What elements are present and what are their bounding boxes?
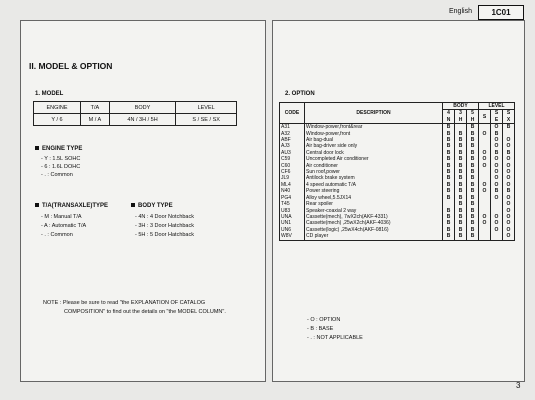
option-description: Window-power,front [305, 131, 443, 137]
variant-subheader [443, 110, 455, 124]
option-mark: B [443, 227, 455, 233]
option-mark: B [467, 214, 479, 220]
option-mark: B [455, 150, 467, 156]
option-code: ABF [280, 137, 305, 143]
bullet-icon [35, 146, 39, 150]
option-mark: B [455, 214, 467, 220]
option-code: U83 [280, 208, 305, 214]
option-description: Sun roof,power [305, 169, 443, 175]
option-code: T45 [280, 201, 305, 207]
option-mark: B [455, 188, 467, 194]
option-row [280, 124, 515, 131]
option-mark: B [443, 208, 455, 214]
engine-type-title: ENGINE TYPE [35, 146, 82, 152]
bullet-icon [35, 203, 39, 207]
option-mark: O [491, 195, 503, 201]
option-mark: B [455, 137, 467, 143]
option-code: C59 [280, 156, 305, 162]
note-line-1: NOTE : Please be sure to read "the EXPLANATION OF CATALOG [43, 300, 206, 306]
option-mark: B [443, 182, 455, 188]
body-type-title: BODY TYPE [131, 203, 173, 209]
option-description: Air bag-dual [305, 137, 443, 143]
variant-subheader [479, 110, 491, 124]
option-mark: O [479, 150, 491, 156]
option-mark: O [503, 137, 515, 143]
option-mark: O [503, 227, 515, 233]
model-header-cell: LEVEL [176, 102, 237, 114]
option-mark: B [467, 227, 479, 233]
engine-type-item: - Y : 1.5L SOHC [41, 156, 81, 162]
option-mark: B [503, 124, 515, 131]
option-mark [455, 124, 467, 131]
variant-subheader [455, 110, 467, 124]
option-mark: B [455, 169, 467, 175]
body-type-item: - 3H : 3 Door Hatchback [135, 223, 194, 229]
option-mark: O [503, 182, 515, 188]
option-mark: B [443, 150, 455, 156]
legend-option: - O : OPTION [307, 317, 341, 323]
option-mark: O [491, 163, 503, 169]
option-code: PG4 [280, 195, 305, 201]
option-mark: B [443, 143, 455, 149]
option-description: Speaker-coaxial 2 way [305, 208, 443, 214]
option-mark [479, 233, 491, 240]
option-mark: B [443, 156, 455, 162]
option-mark: B [467, 124, 479, 131]
option-mark: O [491, 169, 503, 175]
option-mark: B [443, 131, 455, 137]
option-mark: B [467, 201, 479, 207]
ta-type-item: - M : Manual T/A [41, 214, 82, 220]
legend-not-applicable: - . : NOT APPLICABLE [307, 335, 363, 341]
option-mark: O [479, 214, 491, 220]
variant-subheader-top: S [482, 113, 487, 120]
option-mark: B [443, 195, 455, 201]
option-code: C60 [280, 163, 305, 169]
variant-subheader-bottom: X [506, 116, 511, 123]
option-mark: B [443, 220, 455, 226]
model-header-cell: ENGINE [34, 102, 81, 114]
option-panel [272, 20, 525, 382]
body-type-item: - 5H : 5 Door Hatchback [135, 232, 194, 238]
option-description: Rear spoiler [305, 201, 443, 207]
option-header-row [280, 103, 515, 110]
option-mark: B [467, 131, 479, 137]
option-description: Cassette(mech), 7wX2ch(AKF-4331) [305, 214, 443, 220]
option-mark: B [443, 214, 455, 220]
option-mark: B [443, 188, 455, 194]
option-mark: B [491, 188, 503, 194]
variant-subheader-top: S [494, 110, 499, 117]
option-code: UN1 [280, 220, 305, 226]
option-code: ML4 [280, 182, 305, 188]
ta-type-title: T/A(TRANSAXLE)TYPE [35, 203, 108, 209]
option-code: A31 [280, 124, 305, 131]
option-heading: 2. OPTION [285, 91, 315, 97]
model-panel [20, 20, 266, 382]
page-number: 3 [516, 381, 521, 390]
option-mark: B [467, 143, 479, 149]
variant-subheader-top: 3 [459, 110, 462, 117]
model-table-value-row [34, 114, 237, 126]
variant-subheader [467, 110, 479, 124]
model-value-cell: Y / 6 [34, 114, 81, 126]
option-description: Cassette(logic) ,25wX4ch(AKF-0816) [305, 227, 443, 233]
option-row [280, 233, 515, 240]
option-mark [491, 233, 503, 240]
option-mark: B [467, 195, 479, 201]
option-mark: O [491, 214, 503, 220]
option-description: 4 speed automatic T/A [305, 182, 443, 188]
option-mark: B [467, 137, 479, 143]
option-mark: B [455, 156, 467, 162]
variant-subheader-top: 5 [471, 110, 474, 117]
option-code: AU3 [280, 150, 305, 156]
option-mark: B [467, 150, 479, 156]
model-value-cell: M / A [81, 114, 110, 126]
option-mark: B [455, 175, 467, 181]
option-mark: O [503, 208, 515, 214]
option-mark: B [467, 233, 479, 240]
option-mark: B [455, 220, 467, 226]
option-mark: O [479, 156, 491, 162]
option-code: UN6 [280, 227, 305, 233]
option-description: Uncompleted Air conditioner [305, 156, 443, 162]
option-mark: B [467, 182, 479, 188]
option-mark: O [503, 233, 515, 240]
option-mark: B [443, 233, 455, 240]
option-mark: B [455, 182, 467, 188]
option-mark: O [491, 182, 503, 188]
level-group-header: LEVEL [479, 103, 515, 110]
variant-subheader-bottom: H [470, 116, 475, 123]
engine-type-item: - . : Common [41, 172, 73, 178]
option-description: Cassette(mech) ,25wX2ch(AKF-4036) [305, 220, 443, 226]
option-mark: O [491, 143, 503, 149]
option-mark: B [491, 150, 503, 156]
option-table [279, 102, 515, 241]
option-description: Antilock brake system [305, 175, 443, 181]
option-description: CD player [305, 233, 443, 240]
engine-type-item: - 6 : 1.6L DOHC [41, 164, 81, 170]
option-mark: O [503, 175, 515, 181]
variant-subheader [491, 110, 503, 124]
model-table-header-row [34, 102, 237, 114]
option-mark: B [467, 220, 479, 226]
model-value-cell: 4N / 3H / 5H [109, 114, 176, 126]
option-mark: O [503, 220, 515, 226]
option-mark [479, 124, 491, 131]
option-mark: O [491, 227, 503, 233]
variant-subheader-top: 4 [447, 110, 450, 117]
option-mark: B [467, 163, 479, 169]
option-code: CF6 [280, 169, 305, 175]
option-mark: O [503, 195, 515, 201]
option-mark: B [455, 208, 467, 214]
option-mark: B [455, 195, 467, 201]
option-mark: B [467, 169, 479, 175]
variant-subheader-top: S [506, 110, 511, 117]
option-mark: O [479, 163, 491, 169]
body-group-header: BODY [443, 103, 479, 110]
option-code: UNA [280, 214, 305, 220]
ta-type-item: - . : Common [41, 232, 73, 238]
model-value-cell: S / SE / SX [176, 114, 237, 126]
option-mark: O [503, 201, 515, 207]
option-mark: O [503, 163, 515, 169]
option-mark: O [491, 220, 503, 226]
option-code: W8V [280, 233, 305, 240]
option-code: JL9 [280, 175, 305, 181]
ta-type-item: - A : Automatic T/A [41, 223, 87, 229]
option-description: Air bag-driver side only [305, 143, 443, 149]
option-mark: O [479, 188, 491, 194]
model-table [33, 101, 237, 126]
option-mark: B [443, 169, 455, 175]
option-mark: O [491, 137, 503, 143]
option-code: N40 [280, 188, 305, 194]
option-mark: B [467, 156, 479, 162]
language-label: English [449, 8, 472, 15]
variant-subheader-bottom: N [446, 116, 451, 123]
option-mark: B [455, 201, 467, 207]
option-mark: B [467, 188, 479, 194]
option-mark: O [503, 169, 515, 175]
option-mark: O [479, 131, 491, 137]
option-mark: B [455, 163, 467, 169]
option-mark: B [455, 233, 467, 240]
option-mark: B [503, 150, 515, 156]
option-mark: B [503, 188, 515, 194]
option-mark: O [503, 143, 515, 149]
section-title: II. MODEL & OPTION [29, 61, 113, 71]
option-mark: B [443, 175, 455, 181]
option-description: Alloy wheel,5.5JX14 [305, 195, 443, 201]
option-mark: B [467, 175, 479, 181]
option-description: Window-power,front&rear [305, 124, 443, 131]
note-line-2: COMPOSITION" to find out the details on "the MODEL COLUMN". [64, 309, 226, 315]
option-mark: O [479, 220, 491, 226]
option-description: Power steering [305, 188, 443, 194]
catalog-code-box: 1C01 [478, 5, 524, 20]
option-mark: O [503, 214, 515, 220]
option-mark: B [443, 163, 455, 169]
option-code: A32 [280, 131, 305, 137]
code-header: CODE [280, 103, 305, 124]
option-description: Air conditioner [305, 163, 443, 169]
option-mark: B [443, 124, 455, 131]
option-code: AJ3 [280, 143, 305, 149]
option-mark: O [491, 124, 503, 131]
variant-subheader-bottom: H [458, 116, 463, 123]
legend-base: - B : BASE [307, 326, 334, 332]
option-mark: O [479, 182, 491, 188]
body-type-item: - 4N : 4 Door Notchback [135, 214, 194, 220]
option-mark: B [455, 131, 467, 137]
option-mark: B [467, 208, 479, 214]
option-mark: B [491, 131, 503, 137]
option-mark: O [503, 156, 515, 162]
option-mark: B [455, 143, 467, 149]
option-mark: B [455, 227, 467, 233]
model-heading: 1. MODEL [35, 91, 64, 97]
option-mark: B [443, 137, 455, 143]
model-header-cell: BODY [109, 102, 176, 114]
option-description: Central door lock [305, 150, 443, 156]
variant-subheader-bottom: E [494, 116, 499, 123]
option-mark: O [491, 156, 503, 162]
option-mark: O [491, 175, 503, 181]
model-header-cell: T/A [81, 102, 110, 114]
bullet-icon [131, 203, 135, 207]
option-table-body [280, 124, 515, 240]
description-header: DESCRIPTION [305, 103, 443, 124]
variant-subheader [503, 110, 515, 124]
